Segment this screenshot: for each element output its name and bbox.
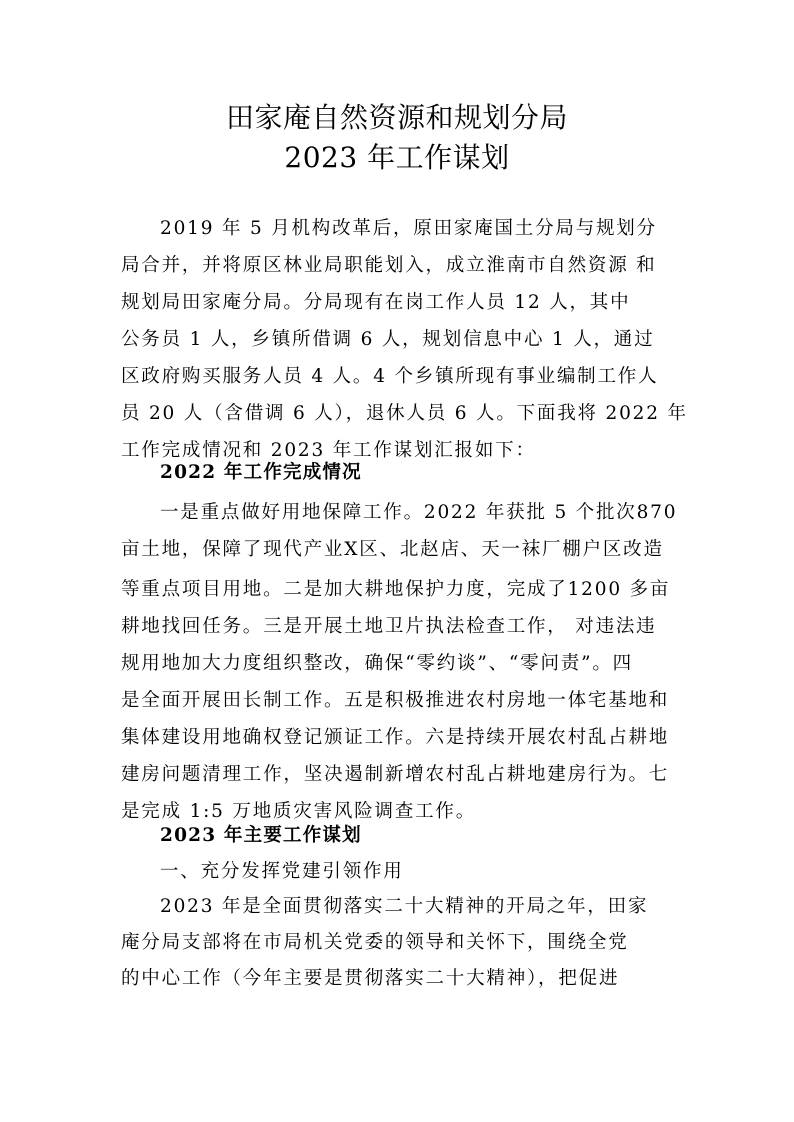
paragraph-line: 局合并，并将原区林业局职能划入，成立淮南市自然资源 和	[121, 255, 657, 276]
paragraph-line: 耕地找回任务。三是开展土地卫片执法检查工作， 对违法违	[121, 616, 657, 637]
paragraph-line: 区政府购买服务人员 4 人。4 个乡镇所现有事业编制工作人	[121, 366, 659, 387]
paragraph-line: 的中心工作（今年主要是贯彻落实二十大精神），把促进	[121, 968, 620, 989]
paragraph-line: 是全面开展田长制工作。五是积极推进农村房地一体宅基地和	[121, 690, 670, 711]
section-heading-2022: 2022 年工作完成情况	[160, 462, 362, 483]
paragraph-line: 是完成 1:5 万地质灾害风险调查工作。	[121, 801, 477, 822]
paragraph-line: 2019 年 5 月机构改革后，原田家庵国土分局与规划分	[160, 218, 657, 239]
paragraph-line: 亩土地，保障了现代产业X区、北赵店、天一袜厂棚户区改造	[121, 539, 664, 560]
subsection-heading: 一、充分发挥党建引领作用	[160, 861, 404, 882]
paragraph-line: 公务员 1 人，乡镇所借调 6 人，规划信息中心 1 人，通过	[121, 329, 655, 350]
paragraph-line: 2023 年是全面贯彻落实二十大精神的开局之年，田家	[160, 896, 649, 917]
paragraph-line: 员 20 人（含借调 6 人），退休人员 6 人。下面我将 2022 年	[121, 403, 688, 424]
paragraph-line: 工作完成情况和 2023 年工作谋划汇报如下：	[121, 440, 536, 461]
paragraph-line: 规划局田家庵分局。分局现有在岗工作人员 12 人，其中	[121, 292, 631, 313]
document-title-line-1: 田家庵自然资源和规划分局	[225, 101, 568, 134]
document-title-line-2: 2023 年工作谋划	[284, 141, 510, 174]
paragraph-line: 等重点项目用地。二是加大耕地保护力度，完成了1200 多亩	[121, 579, 671, 600]
paragraph-line: 集体建设用地确权登记颁证工作。六是持续开展农村乱占耕地	[121, 727, 670, 748]
paragraph-line: 规用地加大力度组织整改，确保“零约谈”、“零问责”。四	[121, 653, 633, 674]
paragraph-line: 一是重点做好用地保障工作。2022 年获批 5 个批次870	[160, 502, 678, 523]
paragraph-line: 建房问题清理工作，坚决遏制新增农村乱占耕地建房行为。七	[121, 764, 670, 785]
paragraph-line: 庵分局支部将在市局机关党委的领导和关怀下，围绕全党	[121, 932, 629, 953]
section-heading-2023: 2023 年主要工作谋划	[160, 825, 362, 846]
